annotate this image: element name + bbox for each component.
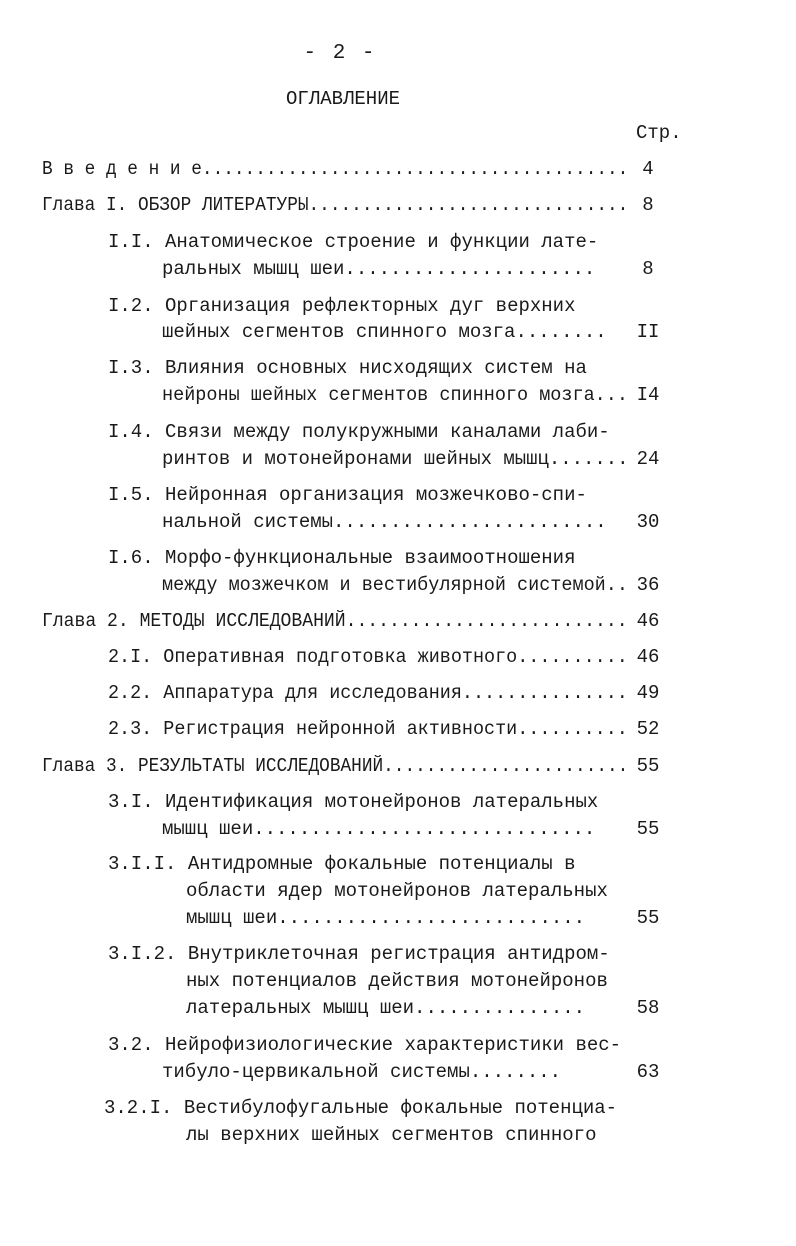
toc-entry-text: I.2. Организация рефлекторных дуг верхних [108,295,576,317]
toc-entry-page: 49 [636,682,660,704]
toc-entry-text: I.4. Связи между полукружными каналами лаби- [108,421,610,443]
page-column-header: Стр. [636,122,682,144]
toc-entry-page: 46 [636,610,660,632]
toc-entry-page: 8 [642,194,654,216]
toc-entry-text: 3.2. Нейрофизиологические характеристики вес- [108,1034,622,1056]
toc-entry-text: ральных мышц шеи...................... [162,258,596,280]
toc-entry-text: лы верхних шейных сегментов спинного [186,1124,597,1146]
toc-entry-text: ринтов и мотонейронами шейных мышц....... [162,448,629,470]
toc-entry-page: 52 [636,718,660,740]
toc-entry-text: 2.2. Аппаратура для исследования............... [108,682,628,704]
toc-entry-text: Глава I. ОБЗОР ЛИТЕРАТУРЫ.............................. [42,194,629,216]
toc-entry-page: 63 [636,1061,660,1083]
toc-entry-page: 30 [636,511,660,533]
toc-entry-text: 3.I.2. Внутриклеточная регистрация антидром- [108,943,610,965]
toc-entry-text: 2.I. Оперативная подготовка животного.......... [108,646,628,668]
toc-entry-text: В в е д е н и е........................................ [42,158,629,180]
toc-entry-text: 2.3. Регистрация нейронной активности.......... [108,718,628,740]
toc-entry-text: мышц шеи........................... [186,907,586,929]
toc-entry-page: 55 [636,907,660,929]
toc-entry-text: ных потенциалов действия мотонейронов [186,970,608,992]
toc-entry-page: 55 [636,818,660,840]
toc-entry-text: I.6. Морфо-функциональные взаимоотношения [108,547,576,569]
toc-entry-text: 3.2.I. Вестибулофугальные фокальные потенциа- [104,1097,618,1119]
toc-entry-text: между мозжечком и вестибулярной системой.. [162,574,628,596]
toc-entry-page: I4 [636,384,660,406]
toc-entry-text: латеральных мышц шеи............... [186,997,586,1019]
toc-entry-page: 4 [642,158,654,180]
toc-entry-text: Глава 2. МЕТОДЫ ИССЛЕДОВАНИЙ.......................... [42,610,628,632]
toc-entry-text: I.5. Нейронная организация мозжечково-спи- [108,484,587,506]
toc-entry-text: мышц шеи.............................. [162,818,596,840]
toc-entry-page: 8 [642,258,654,280]
toc-entry-text: шейных сегментов спинного мозга........ [162,321,607,343]
toc-entry-text: I.I. Анатомическое строение и функции лате- [108,231,599,253]
toc-entry-text: 3.I. Идентификация мотонейронов латеральных [108,791,599,813]
page-number: - 2 - [303,42,377,65]
toc-entry-page: 46 [636,646,660,668]
toc-entry-page: 58 [636,997,660,1019]
page-title: ОГЛАВЛЕНИЕ [285,88,401,110]
toc-entry-text: нальной системы........................ [162,511,607,533]
toc-entry-page: II [636,321,660,343]
toc-entry-text: Глава 3. РЕЗУЛЬТАТЫ ИССЛЕДОВАНИЙ....................... [42,755,629,777]
toc-entry-text: нейроны шейных сегментов спинного мозга... [162,384,628,406]
toc-entry-page: 55 [636,755,660,777]
toc-entry-text: тибуло-цервикальной системы........ [162,1061,562,1083]
toc-entry-text: 3.I.I. Антидромные фокальные потенциалы в [108,853,576,875]
toc-entry-text: I.3. Влияния основных нисходящих систем на [108,357,587,379]
toc-entry-page: 36 [636,574,660,596]
toc-entry-page: 24 [636,448,660,470]
toc-entry-text: области ядер мотонейронов латеральных [186,880,608,902]
